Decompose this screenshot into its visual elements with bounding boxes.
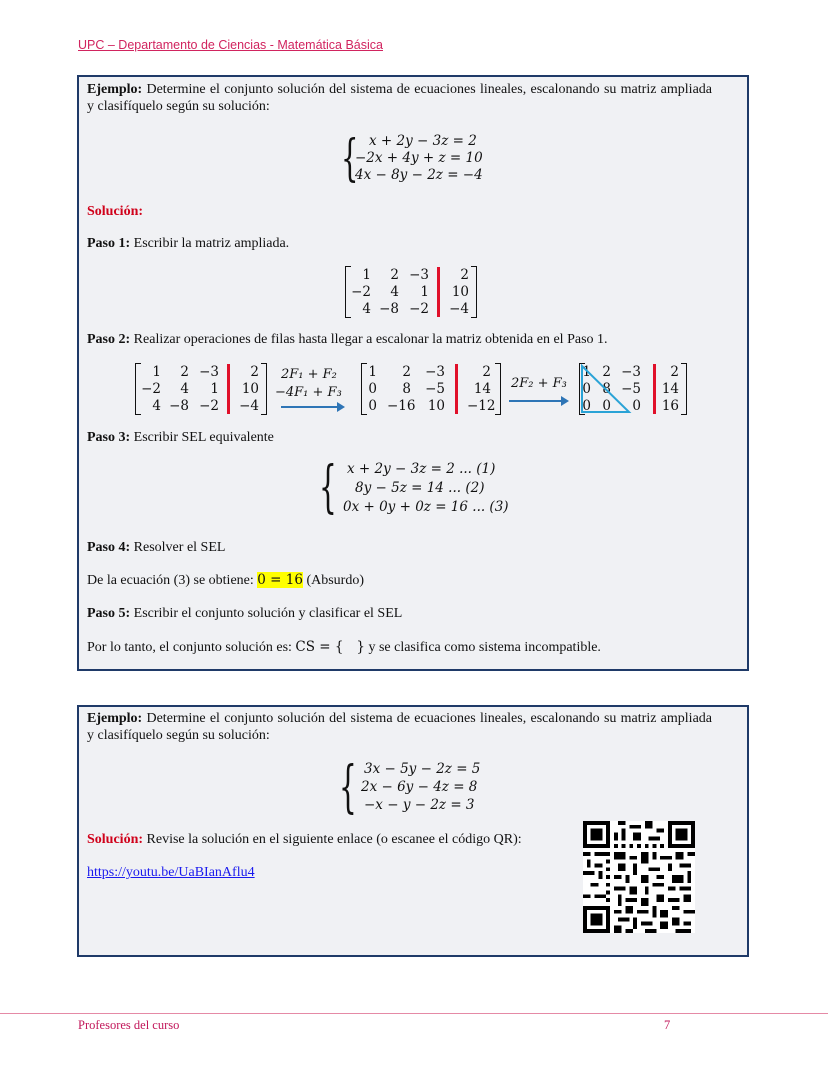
equiv-eq-2: 8y − 5z = 14 ... (2): [355, 480, 485, 496]
example-box-1: Ejemplo: Determine el conjunto solución del sistema de ecuaciones lineales, escalonando su matriz ampliada y clasifíquelo según su solución: { x + 2y − 3z = 2 −2x + 4y + z = 10 4x − 8y − 2z = −4 Solución: Paso 1: Escribir la matriz ampliada. 1 2 −3 2 −2 4 1 10 4 −8 −2 −4 Paso 2: Realizar operaciones de filas hasta llegar a escalonar la matriz obtenida en el Paso 1. 1 2 −3 2 −2 4 1 10 4 −8 −2 −4 2F₁ + F₂ −4F₁ + F₃ 1 2 −3 2 0 8 −5 14 0 −16 10 −12 2F₂ + F₃ 1 2 −3 2 0 8 −5 14 0 0 0 16 Paso 3: Escribir SEL equivalente { x + 2y − 3z = 2 ... (1) 8y − 5z = 14 ... (2) 0x + 0y + 0z = 16 ... (3) Paso 4: Resolver el SEL De la ecuación (3) se obtiene: 0 = 16 (Absurdo) Paso 5: Escribir el conjunto solución y clasificar el SEL Por lo tanto, el conjunto solución es: CS = { } y se clasifica como sistema incompatible.: [77, 75, 749, 671]
system-2-eq-3: −x − y − 2z = 3: [364, 797, 475, 813]
conclusion-suffix: y se clasifica como sistema incompatible.: [364, 640, 601, 655]
solution-label-1: Solución:: [87, 204, 144, 219]
system-1-eq-1: x + 2y − 3z = 2: [369, 133, 477, 149]
matrix-cell: −3: [199, 364, 219, 380]
matrix-cell: −4: [239, 398, 259, 414]
augment-bar: [437, 267, 440, 317]
step-2-label: Paso 2:: [87, 332, 131, 347]
solution-text-2: Revise la solución en el siguiente enlace (o escanee el código QR):: [143, 832, 522, 847]
solution-label-2: Solución:: [87, 832, 144, 847]
matrix-cell: −2: [351, 284, 371, 300]
step-2-text: Realizar operaciones de filas hasta llegar a escalonar la matriz obtenida en el Paso 1.: [130, 332, 608, 347]
matrix-cell: 4: [180, 381, 189, 397]
page-number: 7: [664, 1018, 671, 1032]
matrix-cell: 4: [362, 301, 371, 317]
solution-line-2: [87, 831, 522, 848]
step-2-matrix-intermediate: [361, 363, 501, 415]
deduction-suffix: (Absurdo): [302, 573, 364, 588]
row-op-1a: 2F₁ + F₂: [281, 367, 337, 382]
matrix-cell: −5: [621, 381, 641, 397]
matrix-cell: 0: [582, 398, 591, 414]
matrix-cell: 2: [460, 267, 469, 283]
matrix-cell: 8: [602, 381, 611, 397]
matrix-cell: −3: [621, 364, 641, 380]
matrix-cell: 0: [632, 398, 641, 414]
matrix-cell: −2: [409, 301, 429, 317]
example-2-label: Ejemplo:: [87, 711, 143, 726]
equiv-eq-3: 0x + 0y + 0z = 16 ... (3): [343, 499, 509, 515]
matrix-cell: 2: [250, 364, 259, 380]
triangle-icon: [579, 363, 639, 415]
matrix-cell: −12: [467, 398, 496, 414]
step-2-matrix-echelon: [579, 363, 687, 415]
matrix-cell: 1: [368, 364, 377, 380]
matrix-cell: 4: [152, 398, 161, 414]
video-link[interactable]: https://youtu.be/UaBIanAflu4: [87, 865, 255, 880]
step-3: [87, 429, 274, 446]
matrix-cell: −8: [379, 301, 399, 317]
example-box-2: Ejemplo: Determine el conjunto solución del sistema de ecuaciones lineales, escalonando su matriz ampliada y clasifíquelo según su solución: { 3x − 5y − 2z = 5 2x − 6y − 4z = 8 −x − y − 2z = 3 Solución: Revise la solución en el siguiente enlace (o escanee el código QR): https://youtu.be/UaBIanAflu4: [77, 705, 749, 957]
matrix-cell: 1: [582, 364, 591, 380]
system-2-eq-2: 2x − 6y − 4z = 8: [361, 779, 478, 795]
step-3-label: Paso 3:: [87, 430, 131, 445]
step-1: [87, 235, 289, 252]
step-4: [87, 539, 225, 556]
highlighted-result: 0 = 16: [257, 572, 303, 588]
matrix-cell: 1: [152, 364, 161, 380]
matrix-cell: 10: [427, 398, 445, 414]
matrix-cell: 14: [661, 381, 679, 397]
matrix-cell: −2: [141, 381, 161, 397]
matrix-cell: −8: [169, 398, 189, 414]
solution-set: CS = { }: [295, 639, 365, 655]
matrix-cell: 10: [451, 284, 469, 300]
matrix-cell: −16: [387, 398, 416, 414]
matrix-cell: −4: [449, 301, 469, 317]
row-op-1b: −4F₁ + F₃: [275, 385, 342, 400]
matrix-cell: 2: [402, 364, 411, 380]
augment-bar: [455, 364, 458, 414]
step-1-text: Escribir la matriz ampliada.: [130, 236, 290, 251]
deduction-line: [87, 572, 364, 589]
system-1-eq-2: −2x + 4y + z = 10: [355, 150, 483, 166]
matrix-cell: 8: [402, 381, 411, 397]
footer-left: Profesores del curso: [78, 1018, 180, 1032]
matrix-cell: 0: [368, 381, 377, 397]
example-2-statement: [87, 710, 712, 744]
step-4-text: Resolver el SEL: [130, 540, 226, 555]
matrix-cell: 2: [670, 364, 679, 380]
matrix-cell: 1: [362, 267, 371, 283]
matrix-cell: 16: [661, 398, 679, 414]
matrix-cell: 0: [602, 398, 611, 414]
step-5: [87, 605, 402, 622]
step-5-label: Paso 5:: [87, 606, 131, 621]
example-2-text: Determine el conjunto solución del sistema de ecuaciones lineales, escalonando su matriz ampliada y clasifíquelo según su solución:: [87, 711, 712, 743]
matrix-cell: −2: [199, 398, 219, 414]
conclusion-prefix: Por lo tanto, el conjunto solución es:: [87, 640, 296, 655]
example-1-label: Ejemplo:: [87, 82, 143, 97]
matrix-cell: −3: [425, 364, 445, 380]
augmented-matrix: [345, 266, 477, 318]
qr-code-icon: [583, 821, 695, 933]
step-1-label: Paso 1:: [87, 236, 131, 251]
step-2: [87, 331, 608, 348]
example-1-text: Determine el conjunto solución del sistema de ecuaciones lineales, escalonando su matriz ampliada y clasifíquelo según su solución:: [87, 82, 712, 114]
footer-divider: [0, 1013, 828, 1014]
matrix-cell: 1: [210, 381, 219, 397]
matrix-cell: −5: [425, 381, 445, 397]
matrix-cell: 0: [368, 398, 377, 414]
step-2-matrix-initial: [135, 363, 267, 415]
matrix-cell: 0: [582, 381, 591, 397]
matrix-cell: 4: [390, 284, 399, 300]
conclusion-line: [87, 639, 601, 656]
matrix-cell: −3: [409, 267, 429, 283]
step-4-label: Paso 4:: [87, 540, 131, 555]
row-op-2: 2F₂ + F₃: [511, 376, 567, 391]
arrow-icon: [509, 400, 567, 402]
arrow-icon: [281, 406, 343, 408]
matrix-cell: 2: [180, 364, 189, 380]
step-3-text: Escribir SEL equivalente: [130, 430, 274, 445]
example-1-statement: [87, 81, 712, 115]
matrix-cell: 14: [473, 381, 491, 397]
matrix-cell: 2: [602, 364, 611, 380]
matrix-cell: 1: [420, 284, 429, 300]
matrix-cell: 2: [390, 267, 399, 283]
step-5-text: Escribir el conjunto solución y clasificar el SEL: [130, 606, 403, 621]
system-2-eq-1: 3x − 5y − 2z = 5: [364, 761, 481, 777]
augment-bar: [227, 364, 230, 414]
matrix-cell: 10: [241, 381, 259, 397]
page-header: UPC – Departamento de Ciencias - Matemática Básica: [78, 38, 383, 52]
system-1-eq-3: 4x − 8y − 2z = −4: [355, 167, 483, 183]
deduction-prefix: De la ecuación (3) se obtiene:: [87, 573, 258, 588]
matrix-cell: 2: [482, 364, 491, 380]
equiv-eq-1: x + 2y − 3z = 2 ... (1): [347, 461, 496, 477]
augment-bar: [653, 364, 656, 414]
